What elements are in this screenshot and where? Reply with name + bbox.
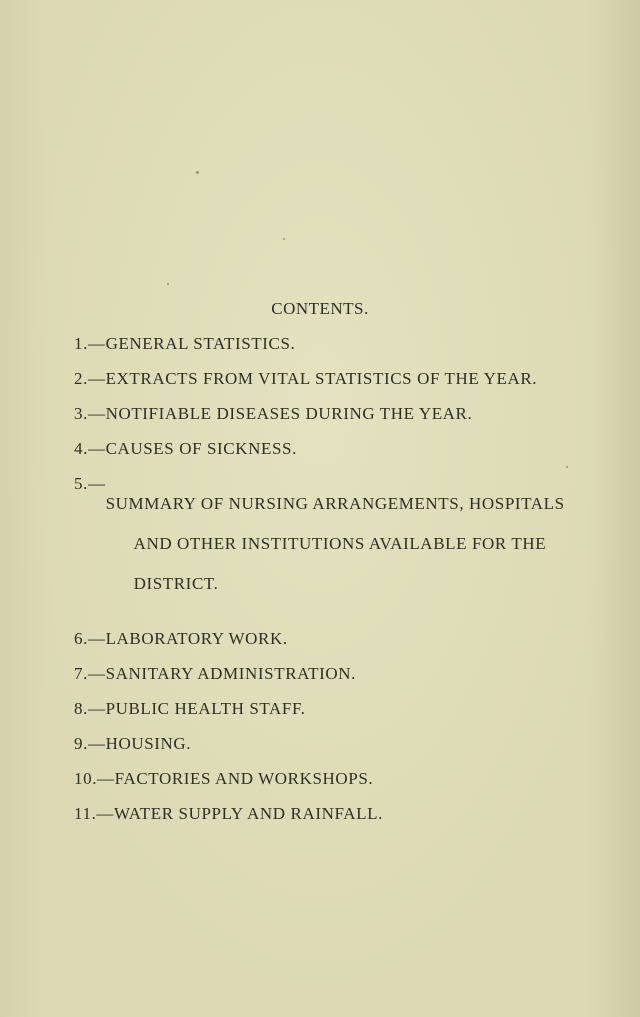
item-text-continued: DISTRICT. (133, 574, 219, 593)
item-number: 7.— (74, 664, 106, 683)
paper-speck (196, 171, 199, 174)
item-text: PUBLIC HEALTH STAFF. (105, 699, 306, 718)
item-text: GENERAL STATISTICS. (105, 334, 296, 353)
item-number: 11.— (74, 804, 115, 823)
paper-speck (167, 283, 169, 285)
item-text: CAUSES OF SICKNESS. (105, 439, 297, 458)
contents-item (74, 664, 574, 684)
contents-item (74, 734, 574, 754)
item-text: WATER SUPPLY AND RAINFALL. (114, 804, 383, 823)
contents-item (74, 474, 574, 614)
contents-item (74, 334, 574, 354)
item-number: 6.— (74, 629, 106, 648)
item-number: 5.— (74, 474, 106, 493)
item-text: EXTRACTS FROM VITAL STATISTICS OF THE YEAR. (105, 369, 538, 388)
item-number: 9.— (74, 734, 106, 753)
item-text-block (106, 474, 574, 614)
item-text: NOTIFIABLE DISEASES DURING THE YEAR. (105, 404, 473, 423)
contents-list (74, 334, 574, 839)
item-text: FACTORIES AND WORKSHOPS. (114, 769, 374, 788)
item-text: SANITARY ADMINISTRATION. (105, 664, 356, 683)
contents-item (74, 404, 574, 424)
item-text-continued: AND OTHER INSTITUTIONS AVAILABLE FOR THE (133, 534, 547, 553)
contents-item (74, 629, 574, 649)
item-text: HOUSING. (105, 734, 192, 753)
contents-item (74, 769, 574, 789)
item-number: 8.— (74, 699, 106, 718)
item-number: 1.— (74, 334, 106, 353)
item-number: 2.— (74, 369, 106, 388)
item-number: 4.— (74, 439, 106, 458)
contents-item (74, 439, 574, 459)
item-number: 3.— (74, 404, 106, 423)
item-number: 10.— (74, 769, 115, 788)
contents-title: CONTENTS. (271, 299, 369, 318)
contents-item (74, 699, 574, 719)
item-text: SUMMARY OF NURSING ARRANGEMENTS, HOSPITALS (105, 494, 565, 513)
contents-item (74, 804, 574, 824)
paper-speck (283, 238, 285, 240)
contents-item (74, 369, 574, 389)
item-text: LABORATORY WORK. (105, 629, 288, 648)
